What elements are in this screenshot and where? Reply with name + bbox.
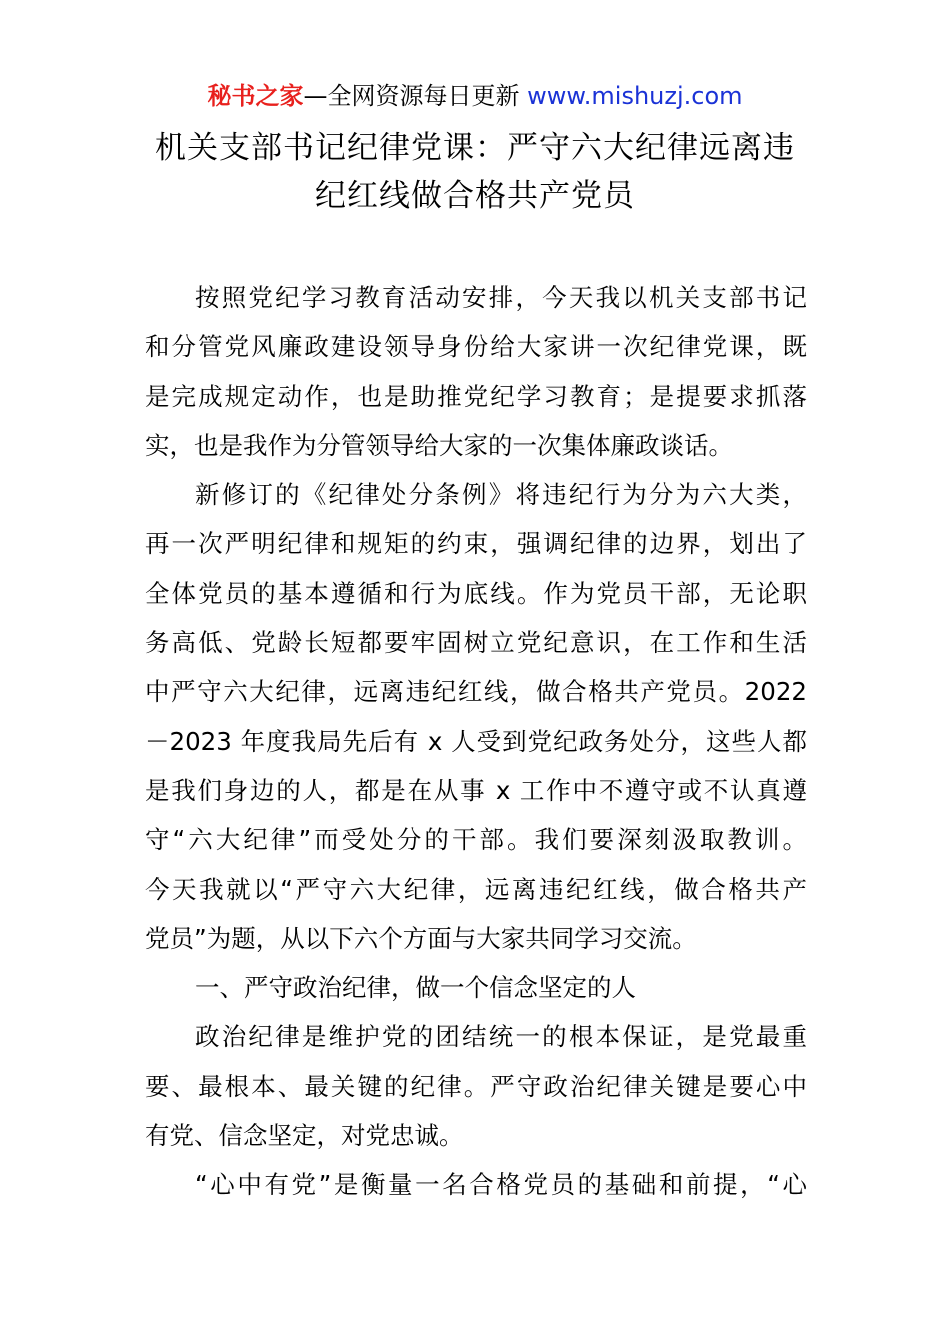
site-name: 秘书之家: [207, 82, 304, 110]
paragraph-line: 党员”为题，从以下六个方面与大家共同学习交流。: [145, 923, 697, 953]
paragraph-line: 新修订的《纪律处分条例》将违纪行为分为六大类，: [195, 480, 807, 510]
body-paragraph: [145, 273, 807, 470]
paragraph-line: 是我们身边的人，都是在从事 x 工作中不遵守或不认真遵: [145, 775, 807, 805]
site-url-link[interactable]: www.mishuzj.com: [527, 82, 743, 110]
paragraph-line: 和分管党风廉政建设领导身份给大家讲一次纪律党课，既: [145, 332, 807, 362]
section-heading: [145, 963, 807, 1012]
document-body: [145, 273, 807, 1210]
site-tagline: —全网资源每日更新: [303, 82, 520, 110]
paragraph-line: 是完成规定动作，也是助推党纪学习教育；是提要求抓落: [145, 381, 807, 411]
paragraph-line: 今天我就以“严守六大纪律，远离违纪红线，做合格共产: [145, 874, 807, 904]
paragraph-line: 中严守六大纪律，远离违纪红线，做合格共产党员。2022: [145, 677, 807, 707]
paragraph-line: 政治纪律是维护党的团结统一的根本保证，是党最重: [195, 1022, 807, 1052]
title-line-1: 机关支部书记纪律党课：严守六大纪律远离违: [155, 130, 795, 166]
title-line-2: 纪红线做合格共产党员: [315, 178, 635, 214]
paragraph-line: 再一次严明纪律和规矩的约束，强调纪律的边界，划出了: [145, 529, 807, 559]
body-paragraph: [145, 1012, 807, 1160]
paragraph-line: 按照党纪学习教育活动安排，今天我以机关支部书记: [195, 283, 807, 312]
paragraph-line: 有党、信念坚定，对党忠诚。: [145, 1121, 464, 1151]
paragraph-line: 一、严守政治纪律，做一个信念坚定的人: [195, 973, 636, 1003]
document-title: [100, 124, 850, 220]
paragraph-line: 守“六大纪律”而受处分的干部。我们要深刻汲取教训。: [145, 825, 807, 855]
body-paragraph: [145, 470, 807, 963]
paragraph-line: 务高低、党龄长短都要牢固树立党纪意识，在工作和生活: [145, 628, 807, 658]
paragraph-line: 实，也是我作为分管领导给大家的一次集体廉政谈话。: [145, 430, 733, 460]
paragraph-line: 全体党员的基本遵循和行为底线。作为党员干部，无论职: [145, 578, 807, 608]
body-paragraph: [145, 1160, 807, 1209]
paragraph-line: 要、最根本、最关键的纪律。严守政治纪律关键是要心中: [145, 1071, 807, 1101]
site-header: [0, 80, 950, 112]
paragraph-line: “心中有党”是衡量一名合格党员的基础和前提，“心: [195, 1170, 807, 1200]
paragraph-line: －2023 年度我局先后有 x 人受到党纪政务处分，这些人都: [145, 726, 807, 756]
